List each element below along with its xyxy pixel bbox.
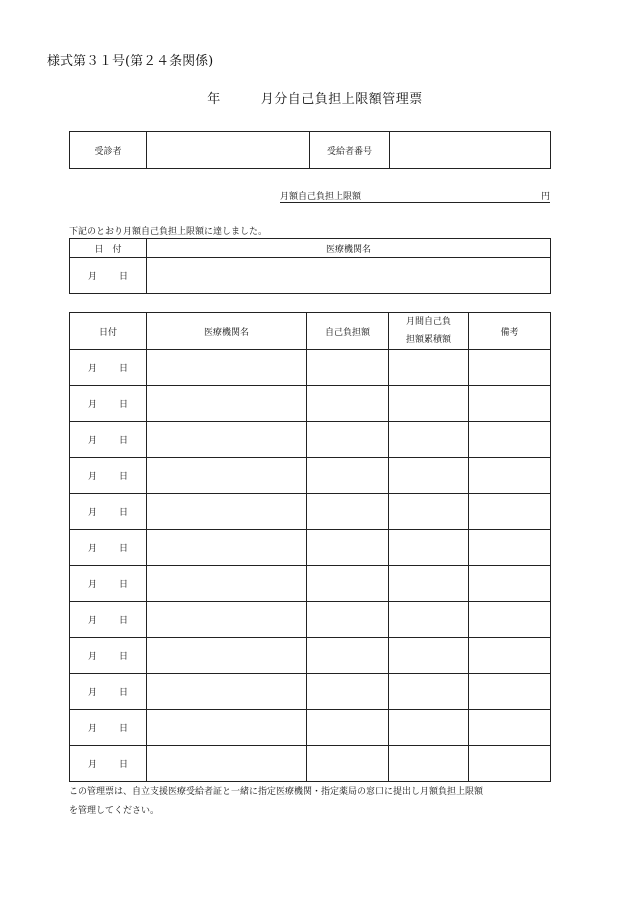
col-remarks: 備考 <box>469 313 551 350</box>
patient-info-table <box>69 131 551 169</box>
row-remarks-cell[interactable] <box>469 458 551 494</box>
row-cumulative-cell[interactable] <box>389 494 469 530</box>
monthly-limit-unit: 円 <box>540 192 550 202</box>
col-cumulative-line2: 担額累積額 <box>405 335 451 345</box>
row-self-pay-cell[interactable] <box>307 530 389 566</box>
table-row <box>70 530 551 566</box>
row-date-cell[interactable] <box>70 674 147 710</box>
patient-label: 受診者 <box>70 132 147 169</box>
col-institution: 医療機関名 <box>147 313 307 350</box>
row-institution-cell[interactable] <box>147 422 307 458</box>
day-label: 日 <box>119 652 129 662</box>
col-date: 日付 <box>70 313 147 350</box>
row-remarks-cell[interactable] <box>469 638 551 674</box>
row-remarks-cell[interactable] <box>469 602 551 638</box>
day-label: 日 <box>119 272 129 282</box>
row-cumulative-cell[interactable] <box>389 674 469 710</box>
recipient-number-field[interactable] <box>390 132 551 169</box>
table-row <box>70 566 551 602</box>
col-cumulative-line1: 月間自己負 <box>405 317 451 327</box>
month-label: 月 <box>87 472 97 482</box>
table-row <box>70 422 551 458</box>
recipient-number-label: 受給者番号 <box>310 132 390 169</box>
row-cumulative-cell[interactable] <box>389 602 469 638</box>
day-label: 日 <box>119 724 129 734</box>
reached-date-cell[interactable] <box>70 258 147 294</box>
row-institution-cell[interactable] <box>147 494 307 530</box>
day-label: 日 <box>119 760 129 770</box>
row-self-pay-cell[interactable] <box>307 494 389 530</box>
footer-note-line1: この管理票は、自立支援医療受給者証と一緒に指定医療機関・指定薬局の窓口に提出し月額負担上限額 <box>69 787 484 797</box>
title-text: 月分自己負担上限額管理票 <box>260 92 423 107</box>
limit-reached-table <box>69 238 551 294</box>
table-row <box>70 638 551 674</box>
footer-note <box>69 783 559 821</box>
row-date-cell[interactable] <box>70 530 147 566</box>
table-row <box>70 458 551 494</box>
monthly-record-table <box>69 312 551 782</box>
row-date-cell[interactable] <box>70 494 147 530</box>
row-self-pay-cell[interactable] <box>307 458 389 494</box>
month-label: 月 <box>87 616 97 626</box>
row-self-pay-cell[interactable] <box>307 746 389 782</box>
row-date-cell[interactable] <box>70 386 147 422</box>
table-row <box>70 710 551 746</box>
month-label: 月 <box>87 400 97 410</box>
monthly-limit-underline <box>280 202 550 203</box>
row-cumulative-cell[interactable] <box>389 350 469 386</box>
day-label: 日 <box>119 400 129 410</box>
row-remarks-cell[interactable] <box>469 350 551 386</box>
col-cumulative <box>389 313 469 350</box>
table-row <box>70 674 551 710</box>
row-institution-cell[interactable] <box>147 746 307 782</box>
month-label: 月 <box>87 436 97 446</box>
patient-field[interactable] <box>147 132 310 169</box>
month-label: 月 <box>87 272 97 282</box>
table-row <box>70 386 551 422</box>
row-self-pay-cell[interactable] <box>307 350 389 386</box>
row-self-pay-cell[interactable] <box>307 602 389 638</box>
table-row <box>70 350 551 386</box>
row-date-cell[interactable] <box>70 746 147 782</box>
row-institution-cell[interactable] <box>147 386 307 422</box>
row-institution-cell[interactable] <box>147 638 307 674</box>
month-label: 月 <box>87 688 97 698</box>
row-self-pay-cell[interactable] <box>307 422 389 458</box>
day-label: 日 <box>119 544 129 554</box>
page-title <box>0 88 630 107</box>
row-cumulative-cell[interactable] <box>389 530 469 566</box>
reached-col-institution: 医療機関名 <box>147 239 551 258</box>
monthly-limit <box>280 189 550 205</box>
month-label: 月 <box>87 364 97 374</box>
title-year: 年 <box>207 92 221 107</box>
row-remarks-cell[interactable] <box>469 386 551 422</box>
row-self-pay-cell[interactable] <box>307 566 389 602</box>
row-cumulative-cell[interactable] <box>389 566 469 602</box>
row-remarks-cell[interactable] <box>469 530 551 566</box>
row-date-cell[interactable] <box>70 458 147 494</box>
row-cumulative-cell[interactable] <box>389 710 469 746</box>
row-cumulative-cell[interactable] <box>389 422 469 458</box>
month-label: 月 <box>87 544 97 554</box>
row-institution-cell[interactable] <box>147 602 307 638</box>
row-institution-cell[interactable] <box>147 458 307 494</box>
row-date-cell[interactable] <box>70 566 147 602</box>
row-cumulative-cell[interactable] <box>389 386 469 422</box>
row-date-cell[interactable] <box>70 602 147 638</box>
row-date-cell[interactable] <box>70 710 147 746</box>
day-label: 日 <box>119 436 129 446</box>
row-date-cell[interactable] <box>70 638 147 674</box>
row-institution-cell[interactable] <box>147 710 307 746</box>
row-cumulative-cell[interactable] <box>389 458 469 494</box>
row-remarks-cell[interactable] <box>469 566 551 602</box>
day-label: 日 <box>119 688 129 698</box>
footer-note-line2: を管理してください。 <box>69 806 160 816</box>
day-label: 日 <box>119 508 129 518</box>
monthly-limit-label: 月額自己負担上限額 <box>280 192 362 202</box>
row-remarks-cell[interactable] <box>469 422 551 458</box>
table-row <box>70 746 551 782</box>
row-date-cell[interactable] <box>70 422 147 458</box>
row-cumulative-cell[interactable] <box>389 638 469 674</box>
row-remarks-cell[interactable] <box>469 494 551 530</box>
row-institution-cell[interactable] <box>147 530 307 566</box>
row-institution-cell[interactable] <box>147 350 307 386</box>
month-label: 月 <box>87 508 97 518</box>
row-remarks-cell[interactable] <box>469 674 551 710</box>
month-label: 月 <box>87 652 97 662</box>
day-label: 日 <box>119 364 129 374</box>
row-date-cell[interactable] <box>70 350 147 386</box>
limit-reached-notice: 下記のとおり月額自己負担上限額に達しました。 <box>69 227 268 237</box>
month-label: 月 <box>87 580 97 590</box>
day-label: 日 <box>119 472 129 482</box>
row-self-pay-cell[interactable] <box>307 638 389 674</box>
row-self-pay-cell[interactable] <box>307 710 389 746</box>
row-self-pay-cell[interactable] <box>307 386 389 422</box>
form-number: 様式第３１号(第２４条関係) <box>47 54 214 69</box>
day-label: 日 <box>119 616 129 626</box>
row-institution-cell[interactable] <box>147 674 307 710</box>
row-cumulative-cell[interactable] <box>389 746 469 782</box>
month-label: 月 <box>87 760 97 770</box>
col-self-pay: 自己負担額 <box>307 313 389 350</box>
table-row <box>70 602 551 638</box>
table-row <box>70 494 551 530</box>
row-self-pay-cell[interactable] <box>307 674 389 710</box>
day-label: 日 <box>119 580 129 590</box>
reached-institution-cell[interactable] <box>147 258 551 294</box>
reached-col-date: 日 付 <box>70 239 147 258</box>
row-institution-cell[interactable] <box>147 566 307 602</box>
row-remarks-cell[interactable] <box>469 710 551 746</box>
row-remarks-cell[interactable] <box>469 746 551 782</box>
month-label: 月 <box>87 724 97 734</box>
